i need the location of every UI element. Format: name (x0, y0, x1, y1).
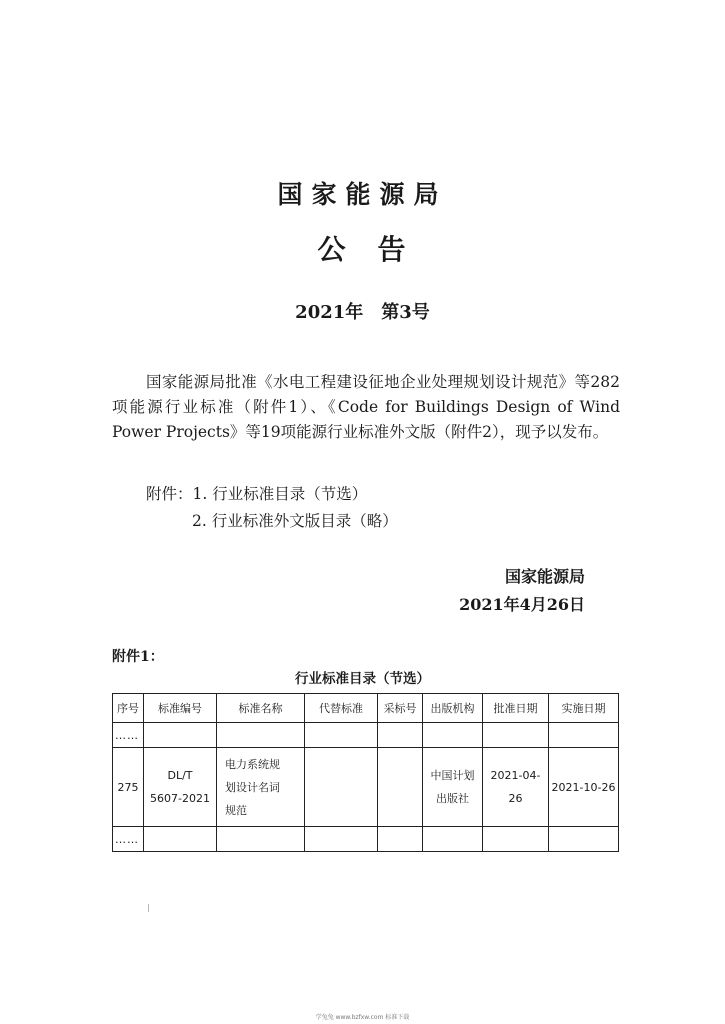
empty-cell (144, 827, 217, 852)
attachments-list (146, 481, 398, 535)
empty-cell (144, 723, 217, 748)
document-year: 2021年 (295, 302, 364, 323)
table-row-ellipsis (113, 827, 619, 852)
document-type-part2: 告 (377, 233, 408, 266)
signature-org: 国家能源局 (504, 567, 585, 586)
watermark-footer: 学兔兔 www.bzfxw.com 标准下载 (315, 1014, 410, 1021)
announcement-paragraph: 国家能源局批准《水电工程建设征地企业处理规划设计规范》等282项能源行业标准（附件1）、《Code for Buildings Design of Wind Power Projects》等19项能源行业标准外文版（附件2），现予以发布。 (112, 373, 620, 441)
row-publisher-line1: 中国计划 (430, 769, 475, 782)
table-header-row (113, 694, 619, 723)
attachment-label: 附件： (146, 485, 193, 503)
empty-cell (483, 827, 549, 852)
ellipsis-cell: …… (113, 723, 144, 748)
row-name-line1: 电力系统规 (225, 757, 280, 771)
ellipsis-cell: …… (113, 827, 144, 852)
attachment-2: 2. 行业标准外文版目录（略） (192, 512, 398, 530)
table-row-ellipsis (113, 723, 619, 748)
signature-block (459, 563, 585, 619)
annex-label: 附件1： (112, 649, 164, 665)
empty-cell (305, 827, 378, 852)
row-seq: 275 (113, 748, 144, 827)
row-adopted (378, 748, 423, 827)
empty-cell (423, 723, 483, 748)
attachment-1: 1. 行业标准目录（节选） (192, 485, 368, 503)
empty-cell (549, 827, 619, 852)
empty-cell (217, 723, 305, 748)
col-header-adopted: 采标号 (378, 694, 423, 723)
col-header-replaces: 代替标准 (305, 694, 378, 723)
row-name-line2: 划设计名词 (225, 780, 280, 794)
col-header-effective: 实施日期 (549, 694, 619, 723)
attachment-row-1 (146, 481, 398, 508)
row-code (144, 748, 217, 827)
row-name (217, 748, 305, 827)
empty-cell (483, 723, 549, 748)
empty-cell (549, 723, 619, 748)
signature-date: 2021年4月26日 (459, 595, 585, 614)
document-number (0, 298, 725, 324)
table-row (113, 748, 619, 827)
empty-cell (423, 827, 483, 852)
empty-cell (378, 827, 423, 852)
empty-cell (305, 723, 378, 748)
row-name-line3: 规范 (225, 803, 247, 817)
empty-cell (217, 827, 305, 852)
row-publisher (423, 748, 483, 827)
row-code-line1: DL/T (167, 769, 193, 782)
row-code-line2: 5607-2021 (150, 792, 210, 805)
document-type-part1: 公 (317, 233, 348, 266)
document-type-title (0, 228, 725, 268)
announcement-body (112, 370, 620, 445)
row-replaces (305, 748, 378, 827)
col-header-publisher: 出版机构 (423, 694, 483, 723)
row-effective: 2021-10-26 (549, 748, 619, 827)
row-publisher-line2: 出版社 (436, 792, 469, 805)
col-header-code: 标准编号 (144, 694, 217, 723)
col-header-seq: 序号 (113, 694, 144, 723)
empty-cell (378, 723, 423, 748)
col-header-approved: 批准日期 (483, 694, 549, 723)
document-serial: 第3号 (381, 302, 430, 323)
table-title: 行业标准目录（节选） (295, 671, 430, 687)
row-approved: 2021-04-26 (483, 748, 549, 827)
standards-table (112, 693, 619, 852)
scan-mark (148, 904, 149, 912)
col-header-name: 标准名称 (217, 694, 305, 723)
issuing-authority-title: 国家能源局 (277, 180, 448, 209)
